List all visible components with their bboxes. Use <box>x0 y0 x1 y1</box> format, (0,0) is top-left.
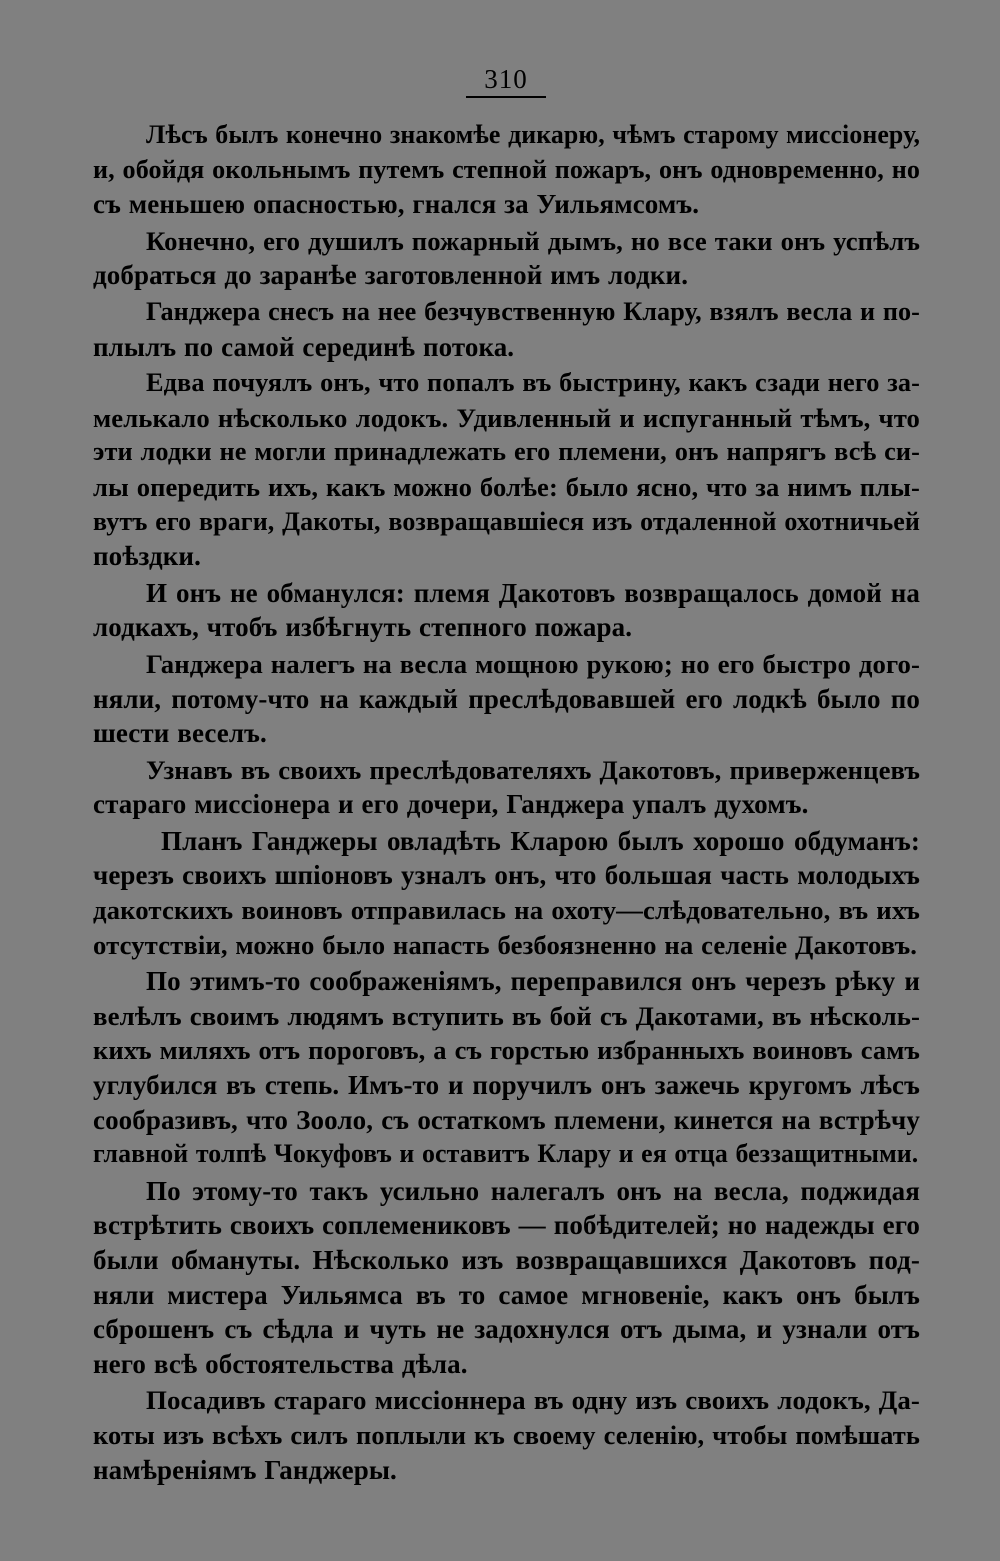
text-line: Ганджера налегъ на весла мощною рукою; но его быстро дого- <box>146 648 920 679</box>
text-line: По этимъ-то соображеніямъ, переправился онъ черезъ рѣку и <box>146 966 920 997</box>
book-page <box>93 64 920 1487</box>
paragraph <box>93 824 920 962</box>
text-line: вутъ его враги, Дакоты, возвращавшіеся изъ отдаленной охотничьей <box>93 506 920 536</box>
text-line: поѣздки. <box>93 541 201 572</box>
text-line: лы опередить ихъ, какъ можно болѣе: было ясно, что за нимъ плы- <box>93 471 920 502</box>
text-line: И онъ не обманулся: племя Дакотовъ возвращалось домой на <box>146 577 920 608</box>
text-line: дакотскихъ воиновъ отправилась на охоту—слѣдовательно, въ ихъ <box>93 895 920 926</box>
text-line: эти лодки не могли принадлежать его племени, онъ напрягъ всѣ си- <box>93 437 920 467</box>
paragraph <box>93 295 920 364</box>
paragraph <box>93 224 920 293</box>
page-number: 310 <box>466 64 546 98</box>
paragraph <box>93 964 920 1172</box>
text-line: Конечно, его душилъ пожарный дымъ, но все таки онъ успѣлъ <box>146 225 920 256</box>
text-line: стараго миссіонера и его дочери, Ганджера упалъ духомъ. <box>93 789 809 820</box>
text-line: велѣлъ своимъ людямъ вступить въ бой съ Дакотами, въ нѣсколь- <box>93 1000 920 1031</box>
paragraph <box>93 1174 920 1382</box>
text-line: черезъ своихъ шпіоновъ узналъ онъ, что большая часть молодыхъ <box>93 860 920 891</box>
text-line: кихъ миляхъ отъ пороговъ, а съ горстью избранныхъ воиновъ самъ <box>93 1035 920 1066</box>
text-line: отсутствіи, можно было напасть безбоязненно на селеніе Дакотовъ. <box>93 929 918 960</box>
text-line: Едва почуялъ онъ, что попалъ въ быстрину, какъ сзади него за- <box>146 368 920 398</box>
text-line: Планъ Ганджеры овладѣть Кларою былъ хорошо обдуманъ: <box>161 825 920 856</box>
text-line: Узнавъ въ своихъ преслѣдователяхъ Дакотовъ, приверженцевъ <box>146 754 920 785</box>
text-line: коты изъ всѣхъ силъ поплыли къ своему селенію, чтобы помѣшать <box>93 1419 920 1450</box>
paragraph <box>93 1383 920 1487</box>
text-line: углубился въ степь. Имъ-то и поручилъ онъ зажечь кругомъ лѣсъ <box>93 1070 920 1101</box>
page-header <box>131 64 881 98</box>
text-line: няли, потому-что на каждый преслѣдовавшей его лодкѣ было по <box>93 683 920 714</box>
text-line: По этому-то такъ усильно налегалъ онъ на весла, поджидая <box>146 1175 920 1206</box>
text-line: шести веселъ. <box>93 718 267 749</box>
text-line: мелькало нѣсколько лодокъ. Удивленный и испуганный тѣмъ, что <box>93 402 920 433</box>
paragraph <box>93 366 920 574</box>
paragraph <box>93 647 920 751</box>
text-line: сброшенъ съ сѣдла и чуть не задохнулся отъ дыма, и узнали отъ <box>93 1314 920 1345</box>
text-line: Ганджера снесъ на нее безчувственную Клару, взялъ весла и по- <box>146 296 920 326</box>
text-line: намѣреніямъ Ганджеры. <box>93 1454 397 1485</box>
text-line: Посадивъ стараго миссіоннера въ одну изъ своихъ лодокъ, Да- <box>146 1385 920 1416</box>
text-line: съ меньшею опасностью, гнался за Уильямсомъ. <box>93 189 700 220</box>
paragraph <box>93 118 920 222</box>
text-line: Лѣсъ былъ конечно знакомѣе дикарю, чѣмъ старому миссіонеру, <box>146 120 921 149</box>
text-line: главной толпѣ Чокуфовъ и оставитъ Клару и ея отца беззащитными. <box>93 1139 919 1169</box>
page-body <box>93 118 920 1487</box>
text-line: плылъ по самой серединѣ потока. <box>93 331 515 362</box>
text-line: были обмануты. Нѣсколько изъ возвращавшихся Дакотовъ под- <box>93 1245 920 1275</box>
text-line: сообразивъ, что Зооло, съ остаткомъ племени, кинется на встрѣчу <box>93 1104 920 1135</box>
text-line: него всѣ обстоятельства дѣла. <box>93 1348 468 1379</box>
text-line: лодкахъ, чтобъ избѣгнуть степного пожара. <box>93 612 633 643</box>
text-line: встрѣтить своихъ соплемениковъ — побѣдителей; но надежды его <box>93 1210 920 1241</box>
text-line: няли мистера Уильямса въ то самое мгновеніе, какъ онъ былъ <box>93 1279 920 1310</box>
text-line: и, обойдя окольнымъ путемъ степной пожаръ, онъ одновременно, но <box>93 154 920 184</box>
paragraph <box>93 753 920 822</box>
text-line: добраться до заранѣе заготовленной имъ лодки. <box>93 260 689 291</box>
paragraph <box>93 576 920 645</box>
